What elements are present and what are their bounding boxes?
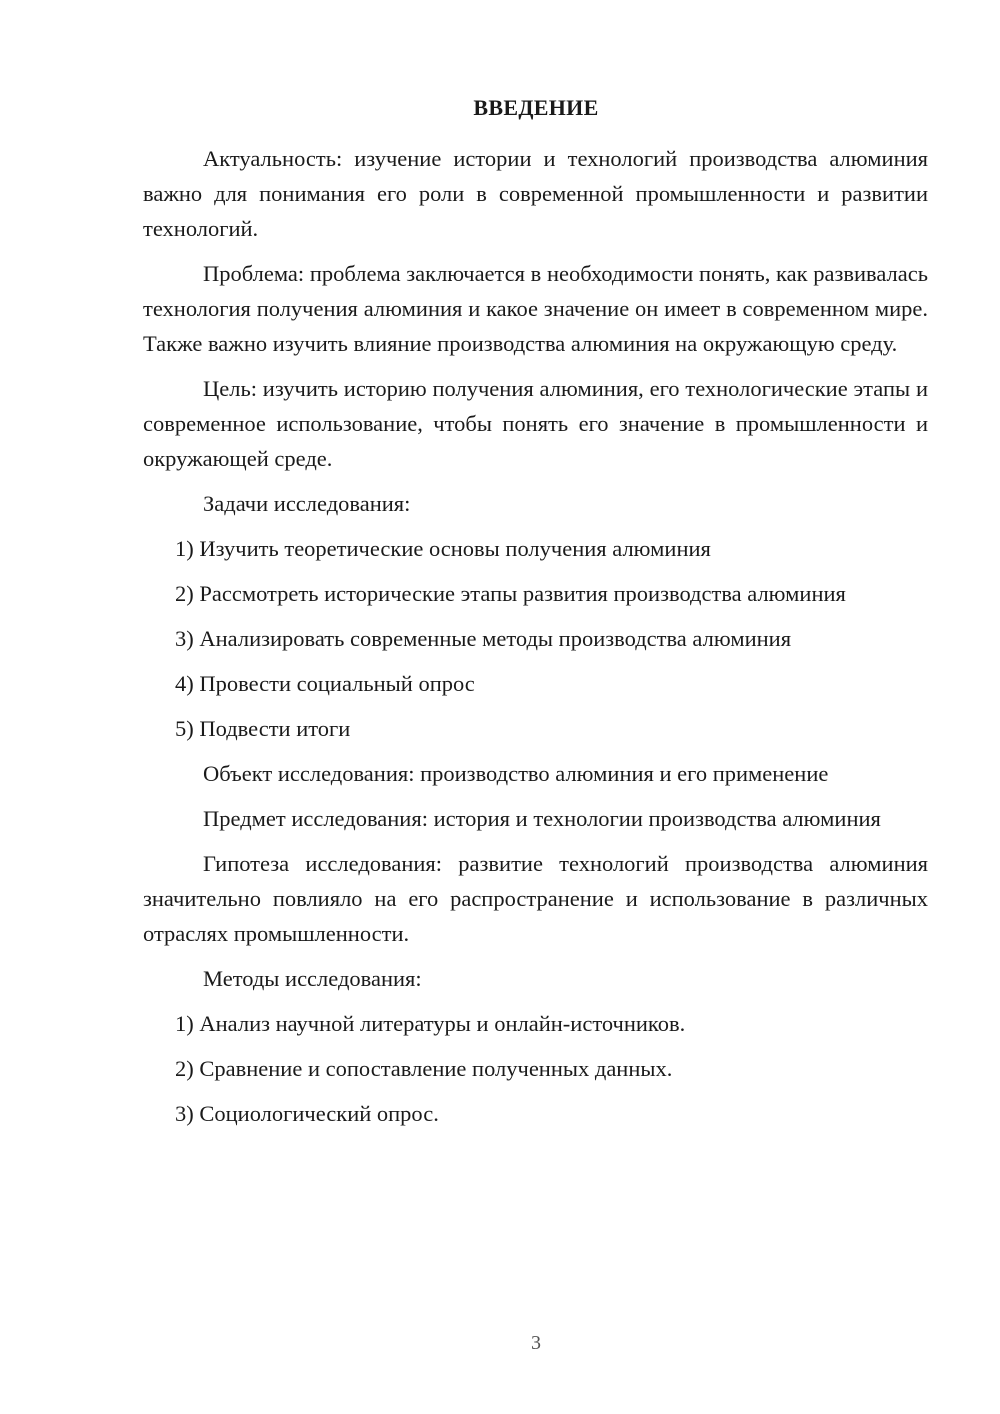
method-item: 1) Анализ научной литературы и онлайн-источников. xyxy=(175,1011,686,1036)
task-item: 4) Провести социальный опрос xyxy=(175,671,475,696)
method-item: 3) Социологический опрос. xyxy=(175,1101,439,1126)
methods-list xyxy=(143,1006,928,1131)
methods-heading: Методы исследования: xyxy=(203,966,422,991)
document-body xyxy=(143,141,928,1141)
hypothesis-paragraph: Гипотеза исследования: развитие технологий производства алюминия значительно повлияло на его распространение и использование в различных отраслях промышленности. xyxy=(143,851,928,946)
tasks-list xyxy=(143,531,928,746)
goal-paragraph: Цель: изучить историю получения алюминия, его технологические этапы и современное использование, чтобы понять его значение в промышленности и окружающей среде. xyxy=(143,376,928,471)
task-item: 5) Подвести итоги xyxy=(175,716,351,741)
object-paragraph: Объект исследования: производство алюминия и его применение xyxy=(203,761,829,786)
problem-paragraph: Проблема: проблема заключается в необходимости понять, как развивалась технология получения алюминия и какое значение он имеет в современном мире. Также важно изучить влияние производства алюминия на окружающую среду. xyxy=(143,261,928,356)
tasks-heading: Задачи исследования: xyxy=(203,491,411,516)
task-item: 1) Изучить теоретические основы получения алюминия xyxy=(175,536,711,561)
task-item: 2) Рассмотреть исторические этапы развития производства алюминия xyxy=(175,581,846,606)
page-title: ВВЕДЕНИЕ xyxy=(473,95,599,120)
task-item: 3) Анализировать современные методы производства алюминия xyxy=(175,626,792,651)
method-item: 2) Сравнение и сопоставление полученных данных. xyxy=(175,1056,673,1081)
subject-paragraph: Предмет исследования: история и технологии производства алюминия xyxy=(203,806,881,831)
relevance-paragraph: Актуальность: изучение истории и технологий производства алюминия важно для понимания его роли в современной промышленности и развитии технологий. xyxy=(143,146,928,241)
page-number: 3 xyxy=(531,1332,541,1354)
